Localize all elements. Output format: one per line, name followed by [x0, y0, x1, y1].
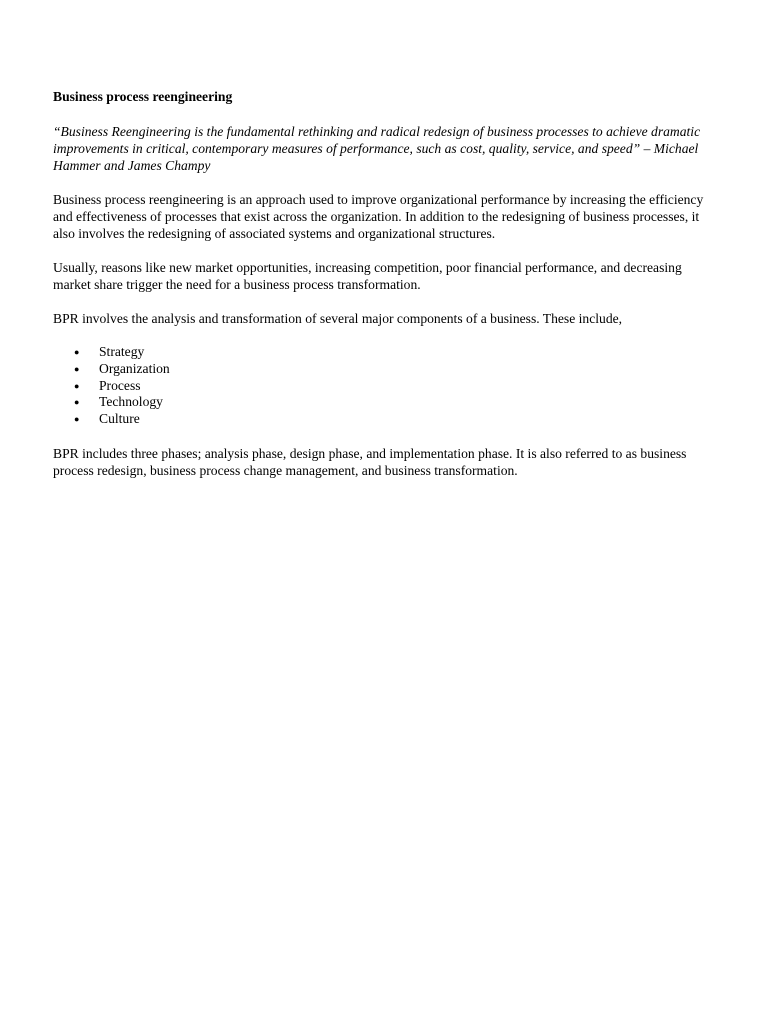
list-item-label: Organization: [99, 360, 170, 376]
list-item-label: Strategy: [99, 344, 145, 359]
bullet-icon: ●: [74, 363, 80, 374]
paragraph-components-intro: BPR involves the analysis and transformation of several major components of a business. These include,: [53, 311, 623, 326]
hammer-champy-quote: “Business Reengineering is the fundamental rethinking and radical redesign of business processes to achieve dramatic improvements in critical, contemporary measures of performance, such as cost, quality, service, and speed” – Michael Hammer and James Champy: [53, 124, 701, 173]
bullet-icon: ●: [74, 347, 80, 357]
list-item-label: Technology: [99, 394, 163, 410]
list-item-label: Process: [99, 377, 141, 393]
bullet-icon: ●: [74, 414, 80, 425]
paragraph-definition: Business process reengineering is an approach used to improve organizational performance by increasing the efficiency and effectiveness of processes that exist across the organization. In addition to the redesigning of business processes, it also involves the redesigning of associated systems and organizational structures.: [53, 192, 704, 241]
bullet-icon: ●: [74, 380, 80, 391]
list-item: [53, 378, 713, 395]
list-item: [53, 361, 713, 378]
document-title: Business process reengineering: [53, 89, 233, 104]
list-item: [53, 344, 713, 361]
paragraph-reasons: Usually, reasons like new market opportunities, increasing competition, poor financial performance, and decreasing market share trigger the need for a business process transformation.: [53, 260, 682, 292]
list-item: [53, 411, 713, 428]
list-item: [53, 394, 713, 411]
document-page: [53, 88, 713, 496]
list-item-label: Culture: [99, 411, 140, 427]
bullet-icon: ●: [74, 397, 80, 408]
components-list: [53, 344, 713, 428]
paragraph-phases: BPR includes three phases; analysis phase, design phase, and implementation phase. It is also referred to as business process redesign, business process change management, and business transformation.: [53, 445, 687, 478]
